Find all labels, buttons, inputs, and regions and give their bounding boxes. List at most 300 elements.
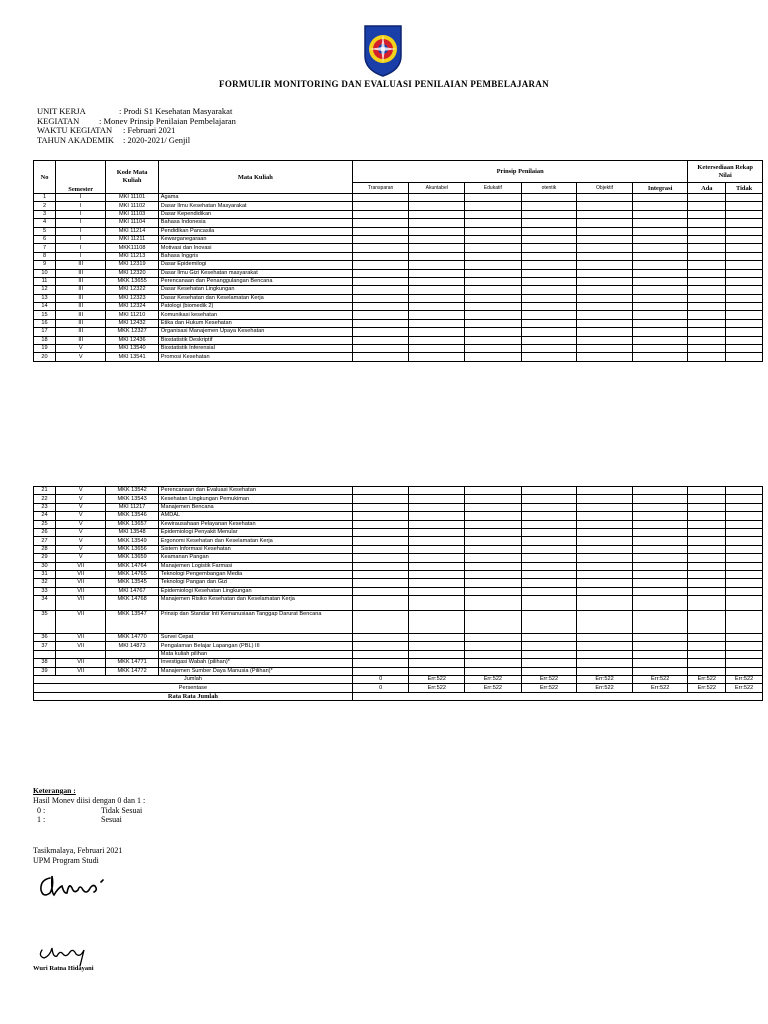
score-cell: [521, 520, 577, 528]
score-cell: [632, 261, 688, 269]
persentase-label: Persentase: [34, 684, 353, 692]
score-cell: [577, 650, 633, 658]
row-no: 30: [34, 562, 56, 570]
score-cell: [465, 294, 522, 302]
row-mata-kuliah: Perencanaan dan Penanggulangan Bencana: [158, 277, 352, 285]
score-cell: [352, 512, 409, 520]
score-cell: [465, 650, 522, 658]
jumlah-value: Err:522: [632, 676, 688, 684]
rata-value: [352, 692, 762, 700]
row-mata-kuliah: Bahasa Indonesia: [158, 219, 352, 227]
score-cell: [688, 562, 726, 570]
row-semester: VII: [56, 596, 106, 611]
score-cell: [465, 261, 522, 269]
score-cell: [688, 219, 726, 227]
score-cell: [521, 286, 577, 294]
row-kode: MKK 13656: [106, 545, 158, 553]
score-cell: [465, 512, 522, 520]
row-no: 2: [34, 202, 56, 210]
score-cell: [632, 495, 688, 503]
score-cell: [577, 252, 633, 260]
row-mata-kuliah: Ergonomi Kesehatan dan Keselamatan Kerja: [158, 537, 352, 545]
score-cell: [521, 528, 577, 536]
score-cell: [465, 353, 522, 361]
row-semester: [56, 650, 106, 658]
row-no: 37: [34, 642, 56, 650]
score-cell: [352, 650, 409, 658]
persentase-value: Err:522: [409, 684, 465, 692]
score-cell: [352, 286, 409, 294]
table-row: [34, 294, 763, 302]
header-semester: Semester: [56, 161, 106, 194]
info-value: : 2020-2021/ Genjil: [123, 134, 191, 145]
score-cell: [688, 495, 726, 503]
row-semester: VII: [56, 611, 106, 634]
row-semester: I: [56, 235, 106, 243]
score-cell: [352, 528, 409, 536]
score-cell: [409, 277, 465, 285]
score-cell: [632, 528, 688, 536]
score-cell: [465, 219, 522, 227]
row-no: 24: [34, 512, 56, 520]
row-no: 10: [34, 269, 56, 277]
score-cell: [465, 252, 522, 260]
row-mata-kuliah: Epidemiologi Penyakit Menular: [158, 528, 352, 536]
rata-label: Rata Rata Jumlah: [34, 692, 353, 700]
row-kode: MKI 11101: [106, 194, 158, 202]
header-prinsip-penilaian: Prinsip Penilaian: [352, 161, 688, 183]
jumlah-value: Err:522: [577, 676, 633, 684]
score-cell: [726, 194, 763, 202]
row-semester: I: [56, 194, 106, 202]
score-cell: [577, 642, 633, 650]
row-mata-kuliah: Dasar Kependidikan: [158, 210, 352, 218]
score-cell: [726, 512, 763, 520]
score-cell: [352, 611, 409, 634]
score-cell: [521, 503, 577, 511]
row-semester: III: [56, 303, 106, 311]
row-kode: MKK 14765: [106, 570, 158, 578]
score-cell: [409, 570, 465, 578]
score-cell: [688, 252, 726, 260]
row-kode: MKI 12319: [106, 261, 158, 269]
score-cell: [726, 487, 763, 495]
score-cell: [409, 311, 465, 319]
score-cell: [352, 277, 409, 285]
score-cell: [409, 210, 465, 218]
university-logo: [360, 22, 406, 78]
score-cell: [521, 634, 577, 642]
row-no: 12: [34, 286, 56, 294]
legend-text: Sesuai: [101, 815, 122, 825]
score-cell: [726, 579, 763, 587]
score-cell: [726, 294, 763, 302]
row-mata-kuliah: Bahasa Inggris: [158, 252, 352, 260]
row-semester: I: [56, 210, 106, 218]
table-row: [34, 520, 763, 528]
score-cell: [688, 277, 726, 285]
row-kode: MKK 13547: [106, 611, 158, 634]
score-cell: [726, 227, 763, 235]
header-otentik: otentik: [521, 183, 577, 194]
row-mata-kuliah: Kewirausahaan Pelayanan Kesehatan: [158, 520, 352, 528]
handwritten-signature-name: [36, 938, 106, 968]
table-row: [34, 528, 763, 536]
row-kode: MKK 14770: [106, 634, 158, 642]
score-cell: [409, 319, 465, 327]
score-cell: [521, 261, 577, 269]
score-cell: [577, 587, 633, 595]
score-cell: [352, 244, 409, 252]
row-kode: [106, 650, 158, 658]
score-cell: [465, 269, 522, 277]
score-cell: [352, 545, 409, 553]
score-cell: [632, 520, 688, 528]
row-kode: MKI 11210: [106, 311, 158, 319]
score-cell: [632, 269, 688, 277]
score-cell: [726, 202, 763, 210]
row-kode: MKI 11214: [106, 227, 158, 235]
score-cell: [632, 244, 688, 252]
row-kode: MKI 11103: [106, 210, 158, 218]
row-mata-kuliah: Dasar Kesehatan Lingkungan: [158, 286, 352, 294]
score-cell: [632, 286, 688, 294]
score-cell: [465, 545, 522, 553]
score-cell: [688, 227, 726, 235]
row-mata-kuliah: Manajemen Sumber Daya Manusia (Pilihan)*: [158, 667, 352, 675]
score-cell: [577, 227, 633, 235]
score-cell: [688, 328, 726, 336]
row-mata-kuliah: Patologi (biomedik 2): [158, 303, 352, 311]
row-semester: V: [56, 554, 106, 562]
score-cell: [465, 503, 522, 511]
table-row: [34, 495, 763, 503]
score-cell: [521, 235, 577, 243]
score-cell: [465, 194, 522, 202]
score-cell: [632, 353, 688, 361]
score-cell: [352, 503, 409, 511]
row-semester: III: [56, 286, 106, 294]
info-value: : Prodi S1 Kesehatan Masyarakat: [119, 106, 233, 116]
row-mata-kuliah: Dasar Ilmu Kesehatan Masyarakat: [158, 202, 352, 210]
score-cell: [726, 537, 763, 545]
score-cell: [688, 528, 726, 536]
score-cell: [409, 202, 465, 210]
notes: [33, 786, 145, 825]
score-cell: [465, 286, 522, 294]
row-mata-kuliah: AMDAL: [158, 512, 352, 520]
score-cell: [409, 252, 465, 260]
score-cell: [465, 634, 522, 642]
row-mata-kuliah: Teknologi Pengembangan Media: [158, 570, 352, 578]
jumlah-value: Err:522: [726, 676, 763, 684]
score-cell: [409, 659, 465, 667]
score-cell: [632, 545, 688, 553]
row-mata-kuliah: Manajemen Logistik Farmasi: [158, 562, 352, 570]
score-cell: [577, 277, 633, 285]
score-cell: [409, 528, 465, 536]
score-cell: [726, 650, 763, 658]
row-kode: MKK 13655: [106, 277, 158, 285]
table-row: [34, 512, 763, 520]
score-cell: [465, 328, 522, 336]
score-cell: [577, 235, 633, 243]
score-cell: [352, 487, 409, 495]
score-cell: [521, 345, 577, 353]
score-cell: [521, 353, 577, 361]
row-no: 33: [34, 587, 56, 595]
score-cell: [577, 520, 633, 528]
score-cell: [352, 554, 409, 562]
row-mata-kuliah: Keamanan Pangan: [158, 554, 352, 562]
table-row: [34, 562, 763, 570]
score-cell: [632, 587, 688, 595]
row-kode: MKK 13549: [106, 537, 158, 545]
score-cell: [688, 642, 726, 650]
row-semester: V: [56, 353, 106, 361]
jumlah-value: Err:522: [409, 676, 465, 684]
notes-title: Keterangan :: [33, 786, 76, 795]
score-cell: [688, 353, 726, 361]
score-cell: [465, 642, 522, 650]
score-cell: [688, 319, 726, 327]
score-cell: [352, 311, 409, 319]
row-kode: MKI 13548: [106, 528, 158, 536]
row-kode: MKK 14764: [106, 562, 158, 570]
table-row: [34, 244, 763, 252]
row-mata-kuliah: Prinsip dan Standar Inti Kemanusiaan Tanggap Darurat Bencana: [158, 611, 352, 634]
score-cell: [409, 554, 465, 562]
score-cell: [632, 503, 688, 511]
row-no: 9: [34, 261, 56, 269]
jumlah-value: Err:522: [465, 676, 522, 684]
score-cell: [726, 520, 763, 528]
table-row: [34, 537, 763, 545]
row-no: 13: [34, 294, 56, 302]
row-no: 36: [34, 634, 56, 642]
persentase-value: Err:522: [726, 684, 763, 692]
score-cell: [352, 227, 409, 235]
row-mata-kuliah: Perencanaan dan Evaluasi Kesehatan: [158, 487, 352, 495]
score-cell: [465, 487, 522, 495]
score-cell: [577, 210, 633, 218]
row-mata-kuliah: Pengalaman Belajar Lapangan (PBL) III: [158, 642, 352, 650]
table-row: [34, 286, 763, 294]
persentase-value: 0: [352, 684, 409, 692]
row-no: 18: [34, 336, 56, 344]
score-cell: [632, 311, 688, 319]
row-no: 15: [34, 311, 56, 319]
score-cell: [577, 244, 633, 252]
score-cell: [409, 353, 465, 361]
score-cell: [688, 570, 726, 578]
row-kode: MKK 13543: [106, 495, 158, 503]
score-cell: [409, 579, 465, 587]
persentase-value: Err:522: [688, 684, 726, 692]
score-cell: [521, 562, 577, 570]
score-cell: [577, 286, 633, 294]
score-cell: [726, 328, 763, 336]
row-no: 6: [34, 235, 56, 243]
score-cell: [577, 202, 633, 210]
score-cell: [352, 336, 409, 344]
persentase-value: Err:522: [521, 684, 577, 692]
score-cell: [521, 319, 577, 327]
score-cell: [577, 261, 633, 269]
header-tidak: Tidak: [726, 183, 763, 194]
score-cell: [726, 528, 763, 536]
row-no: 27: [34, 537, 56, 545]
score-cell: [521, 303, 577, 311]
score-cell: [577, 537, 633, 545]
score-cell: [465, 336, 522, 344]
legend-code: 0 :: [37, 805, 46, 815]
row-mata-kuliah: Etika dan Hukum Kesehatan: [158, 319, 352, 327]
row-semester: VII: [56, 570, 106, 578]
score-cell: [409, 587, 465, 595]
score-cell: [352, 269, 409, 277]
score-cell: [409, 562, 465, 570]
score-cell: [632, 642, 688, 650]
row-no: 26: [34, 528, 56, 536]
form-title: FORMULIR MONITORING DAN EVALUASI PENILAIAN PEMBELAJARAN: [219, 79, 549, 89]
table-row: [34, 659, 763, 667]
score-cell: [577, 353, 633, 361]
row-semester: I: [56, 244, 106, 252]
score-cell: [688, 667, 726, 675]
sign-place-date: Tasikmalaya, Februari 2021: [33, 846, 123, 855]
table-row: [34, 545, 763, 553]
persentase-value: Err:522: [465, 684, 522, 692]
table-row: [34, 235, 763, 243]
score-cell: [577, 554, 633, 562]
row-semester: V: [56, 520, 106, 528]
score-cell: [688, 286, 726, 294]
legend-code: 1 :: [37, 815, 46, 825]
info-label: TAHUN AKADEMIK: [37, 134, 114, 145]
jumlah-value: Err:522: [521, 676, 577, 684]
score-cell: [352, 261, 409, 269]
score-cell: [352, 345, 409, 353]
score-cell: [409, 219, 465, 227]
row-mata-kuliah: Biostatistik Deskriptif: [158, 336, 352, 344]
score-cell: [465, 277, 522, 285]
score-cell: [577, 570, 633, 578]
score-cell: [465, 537, 522, 545]
score-cell: [632, 596, 688, 611]
score-cell: [577, 319, 633, 327]
score-cell: [726, 611, 763, 634]
header-integrasi: Integrasi: [632, 183, 688, 194]
row-kode: MKI 14873: [106, 642, 158, 650]
score-cell: [632, 611, 688, 634]
row-mata-kuliah: Promosi Kesehatan: [158, 353, 352, 361]
score-cell: [521, 269, 577, 277]
score-cell: [632, 634, 688, 642]
table-row: [34, 202, 763, 210]
row-kode: MKK 12327: [106, 328, 158, 336]
score-cell: [726, 495, 763, 503]
score-cell: [688, 235, 726, 243]
row-mata-kuliah: Teknologi Pangan dan Gizi: [158, 579, 352, 587]
table-row: [34, 503, 763, 511]
table-row: [34, 345, 763, 353]
score-cell: [632, 235, 688, 243]
row-kode: MKI 11217: [106, 503, 158, 511]
score-cell: [688, 487, 726, 495]
table-row: [34, 261, 763, 269]
sign-role: UPM Program Studi: [33, 856, 99, 865]
score-cell: [521, 311, 577, 319]
score-cell: [465, 202, 522, 210]
score-cell: [688, 345, 726, 353]
score-cell: [577, 596, 633, 611]
table-row: [34, 210, 763, 218]
row-no: 11: [34, 277, 56, 285]
score-cell: [521, 277, 577, 285]
score-cell: [465, 659, 522, 667]
table-row: [34, 303, 763, 311]
table-row: [34, 579, 763, 587]
row-semester: V: [56, 545, 106, 553]
score-cell: [632, 194, 688, 202]
score-cell: [726, 642, 763, 650]
score-cell: [352, 520, 409, 528]
score-cell: [352, 328, 409, 336]
row-kode: MKI 12322: [106, 286, 158, 294]
table-row: [34, 328, 763, 336]
table-row: [34, 596, 763, 611]
score-cell: [632, 252, 688, 260]
score-cell: [521, 650, 577, 658]
row-semester: I: [56, 202, 106, 210]
row-mata-kuliah: Pendidikan Pancasila: [158, 227, 352, 235]
score-cell: [352, 562, 409, 570]
row-no: 5: [34, 227, 56, 235]
score-cell: [352, 579, 409, 587]
score-cell: [521, 579, 577, 587]
score-cell: [577, 512, 633, 520]
score-cell: [577, 667, 633, 675]
score-cell: [521, 554, 577, 562]
table-row: [34, 319, 763, 327]
row-mata-kuliah: Mata kuliah pilihan: [158, 650, 352, 658]
score-cell: [726, 235, 763, 243]
score-cell: [688, 503, 726, 511]
score-cell: [688, 269, 726, 277]
row-no: 39: [34, 667, 56, 675]
header-objektif: Objektif: [577, 183, 633, 194]
score-cell: [352, 353, 409, 361]
score-cell: [409, 227, 465, 235]
score-cell: [577, 345, 633, 353]
row-semester: III: [56, 311, 106, 319]
score-cell: [688, 336, 726, 344]
score-cell: [726, 503, 763, 511]
persentase-value: Err:522: [632, 684, 688, 692]
score-cell: [409, 667, 465, 675]
row-no: 1: [34, 194, 56, 202]
score-cell: [521, 210, 577, 218]
score-cell: [726, 336, 763, 344]
score-cell: [632, 277, 688, 285]
score-cell: [577, 311, 633, 319]
table-row: [34, 311, 763, 319]
score-cell: [352, 294, 409, 302]
score-cell: [352, 303, 409, 311]
row-no: 4: [34, 219, 56, 227]
score-cell: [521, 194, 577, 202]
